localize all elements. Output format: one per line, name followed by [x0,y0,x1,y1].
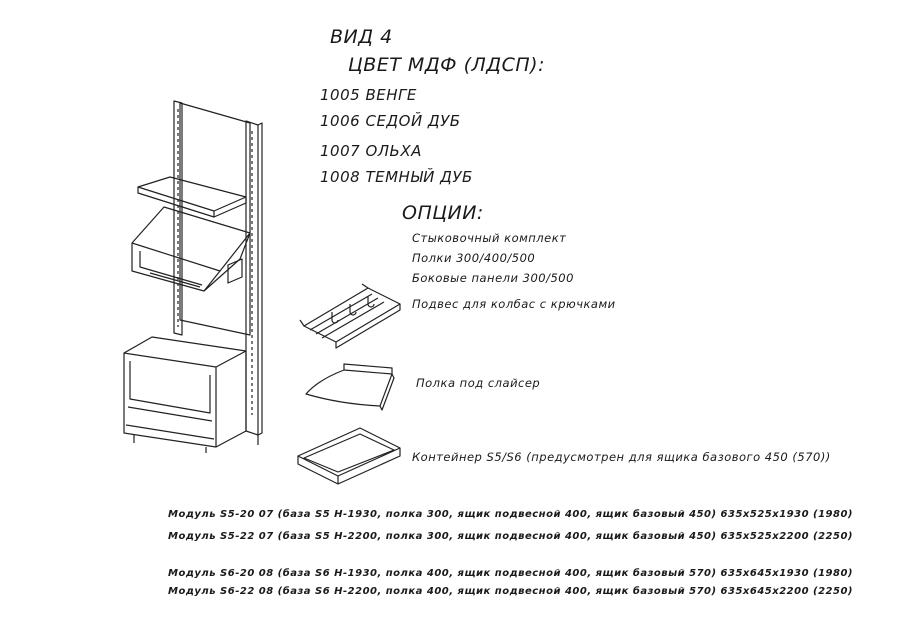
color-name: СЕДОЙ ДУБ [365,112,461,130]
options-title: ОПЦИИ: [402,202,484,224]
color-code: 1007 [320,142,361,160]
color-name: ТЕМНЫЙ ДУБ [365,168,473,186]
option-item: Контейнер S5/S6 (предусмотрен для ящика базового 450 (570)) [412,450,831,464]
color-code: 1006 [320,112,361,130]
color-name: ВЕНГЕ [365,86,417,104]
view-title: ВИД 4 [330,26,393,48]
top-shelf [138,177,246,217]
option-item: Боковые панели 300/500 [412,271,574,285]
color-code: 1008 [320,168,361,186]
base-cabinet [124,337,258,453]
left-post [174,101,182,335]
slicer-shelf-drawing [300,360,410,412]
module-item: Модуль S5-20 07 (база S5 H-1930, полка 300, ящик подвесной 400, ящик базовый 450) 635х525х1930 (1980) [168,509,853,520]
color-item [320,142,422,160]
color-name: ОЛЬХА [365,142,422,160]
module-item: Модуль S5-22 07 (база S5 H-2200, полка 300, ящик подвесной 400, ящик базовый 450) 635х525х2200 (2250) [168,531,853,542]
module-item: Модуль S6-20 08 (база S6 H-1930, полка 400, ящик подвесной 400, ящик базовый 570) 635х645х1930 (1980) [168,568,853,579]
hanging-basket [132,207,250,291]
back-panel [180,103,250,335]
color-item [320,86,417,104]
module-item: Модуль S6-22 08 (база S6 H-2200, полка 400, ящик подвесной 400, ящик базовый 570) 635х645х2200 (2250) [168,586,853,597]
color-item [320,168,473,186]
color-code: 1005 [320,86,361,104]
option-item: Стыковочный комплект [412,231,567,245]
option-item: Полка под слайсер [416,376,541,390]
color-item [320,112,461,130]
color-title: ЦВЕТ МДФ (ЛДСП): [348,54,545,76]
option-item: Подвес для колбас с крючками [412,297,616,311]
rack-drawing [110,95,280,455]
container-drawing [294,424,404,486]
option-item: Полки 300/400/500 [412,251,536,265]
sausage-hanger-drawing [296,282,406,352]
right-post [246,121,262,435]
